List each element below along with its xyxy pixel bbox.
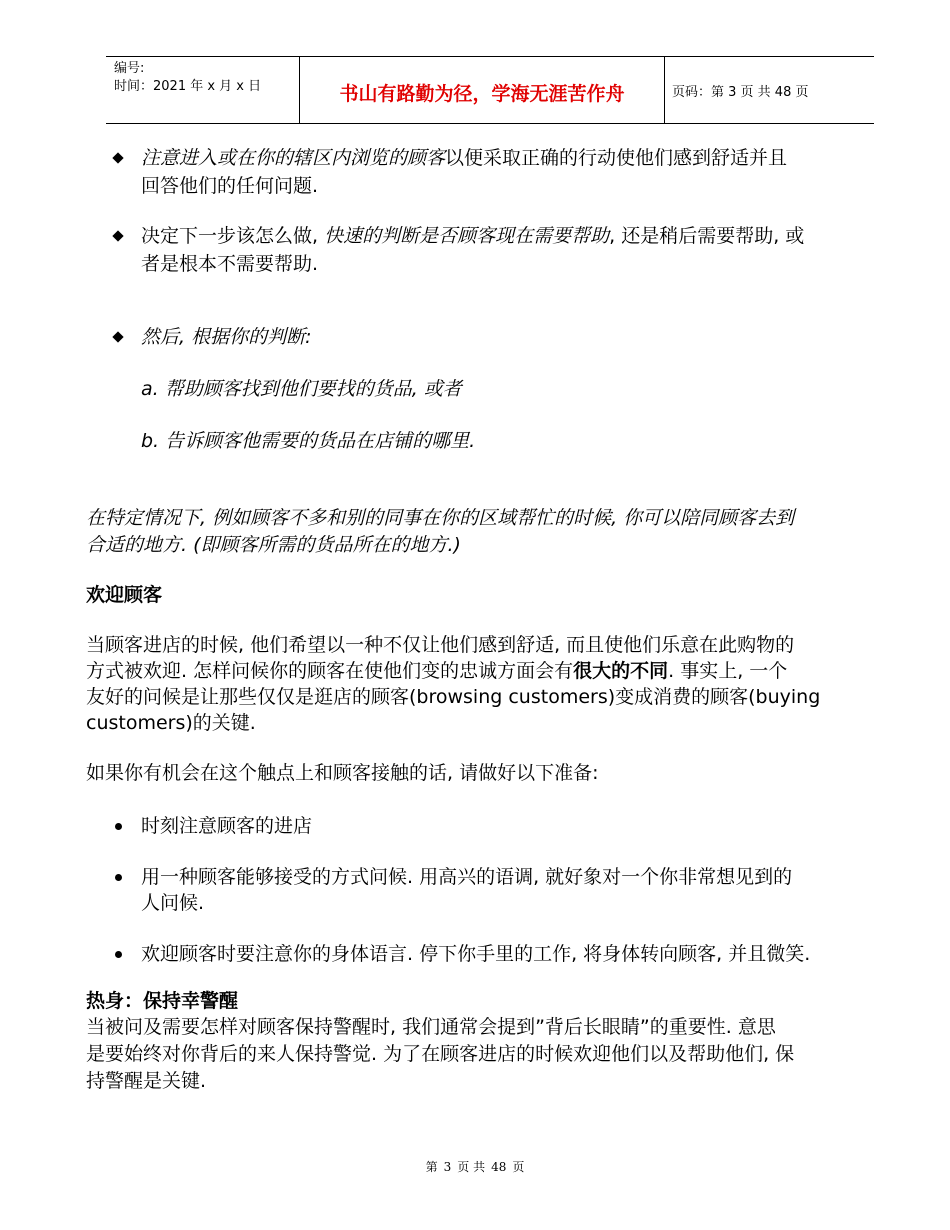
- bullet-2-italic: 快速的判断是否顾客现在需要帮助: [324, 225, 610, 247]
- bullet-2-line-2: 者是根本不需要帮助.: [141, 253, 319, 275]
- welcome-para-line-2: [86, 658, 787, 685]
- diamond-bullet-icon: [112, 152, 123, 163]
- welcome-para-line-2-pre: 方式被欢迎. 怎样问候你的顾客在使他们变的忠诚方面会有: [86, 660, 574, 682]
- footer-total-pages: 48: [491, 1160, 507, 1174]
- welcome-bullet-2-line-2: 人问候.: [141, 892, 205, 914]
- note-line-1: 在特定情况下, 例如顾客不多和别的同事在你的区域帮忙的时候, 你可以陪同顾客去到: [86, 507, 795, 529]
- bullet-3-text: 然后, 根据你的判断:: [141, 326, 312, 348]
- header-page-label: 页码：第 3 页 共 48 页: [672, 85, 809, 100]
- page-footer: [0, 1158, 950, 1175]
- bullet-1-line-1: [141, 145, 787, 172]
- header-page-cell: [665, 57, 874, 123]
- welcome-para-bold: 很大的不同: [573, 660, 669, 682]
- header-info-cell: [106, 57, 300, 123]
- footer-suffix: 页: [512, 1160, 525, 1174]
- warmup-heading: 热身：保持幸警醒: [86, 990, 239, 1012]
- bullet-2-line-1: [141, 223, 804, 250]
- welcome-para-line-2-post: . 事实上, 一个: [668, 660, 788, 682]
- bullet-1-rest: 以便采取正确的行动使他们感到舒适并且: [445, 147, 788, 169]
- diamond-bullet-icon: [112, 331, 123, 342]
- bullet-2-pre: 决定下一步该怎么做,: [141, 225, 325, 247]
- warmup-line-2: 是要始终对你背后的来人保持警觉. 为了在顾客进店的时候欢迎他们以及帮助他们, 保: [86, 1043, 795, 1065]
- header-motto: 书山有路勤为径，学海无涯苦作舟: [339, 83, 625, 105]
- bullet-dot-icon: [115, 823, 122, 830]
- sub-item-a: a. 帮助顾客找到他们要找的货品, 或者: [141, 378, 462, 400]
- header-number-label: 编号:: [114, 61, 145, 76]
- welcome-bullet-2-line-1: 用一种顾客能够接受的方式问候. 用高兴的语调, 就好象对一个你非常想见到的: [141, 866, 793, 888]
- welcome-bullet-1: 时刻注意顾客的进店: [141, 815, 313, 837]
- welcome-heading: 欢迎顾客: [86, 584, 163, 606]
- bullet-dot-icon: [115, 874, 122, 881]
- welcome-para-line-3: 友好的问候是让那些仅仅是逛店的顾客(browsing customers)变成消费的顾客(buying: [86, 686, 821, 708]
- bullet-dot-icon: [115, 951, 122, 958]
- note-line-2: 合适的地方. (即顾客所需的货品所在的地方.): [86, 534, 461, 556]
- footer-page-number: 3: [443, 1160, 452, 1174]
- warmup-line-3: 持警醒是关键.: [86, 1070, 207, 1092]
- bullet-2-rest: , 还是稍后需要帮助, 或: [609, 225, 805, 247]
- page-header-table: [106, 56, 874, 124]
- footer-prefix: 第: [425, 1160, 438, 1174]
- bullet-1-line-2: 回答他们的任何问题.: [141, 175, 319, 197]
- welcome-bullet-3: 欢迎顾客时要注意你的身体语言. 停下你手里的工作, 将身体转向顾客, 并且微笑.: [141, 943, 811, 965]
- welcome-para-line-1: 当顾客进店的时候, 他们希望以一种不仅让他们感到舒适, 而且使他们乐意在此购物的: [86, 634, 795, 656]
- bullet-1-italic: 注意进入或在你的辖区内浏览的顾客: [141, 147, 446, 169]
- warmup-line-1: 当被问及需要怎样对顾客保持警醒时, 我们通常会提到”背后长眼睛”的重要性. 意思: [86, 1016, 776, 1038]
- header-date-label: 时间：2021 年 x 月 x 日: [114, 79, 262, 94]
- footer-mid: 页 共: [457, 1160, 486, 1174]
- header-motto-cell: [300, 57, 665, 123]
- diamond-bullet-icon: [112, 230, 123, 241]
- sub-item-b: b. 告诉顾客他需要的货品在店铺的哪里.: [141, 430, 476, 452]
- welcome-prep-text: 如果你有机会在这个触点上和顾客接触的话, 请做好以下准备:: [86, 762, 599, 784]
- welcome-para-line-4: customers)的关键.: [86, 712, 256, 734]
